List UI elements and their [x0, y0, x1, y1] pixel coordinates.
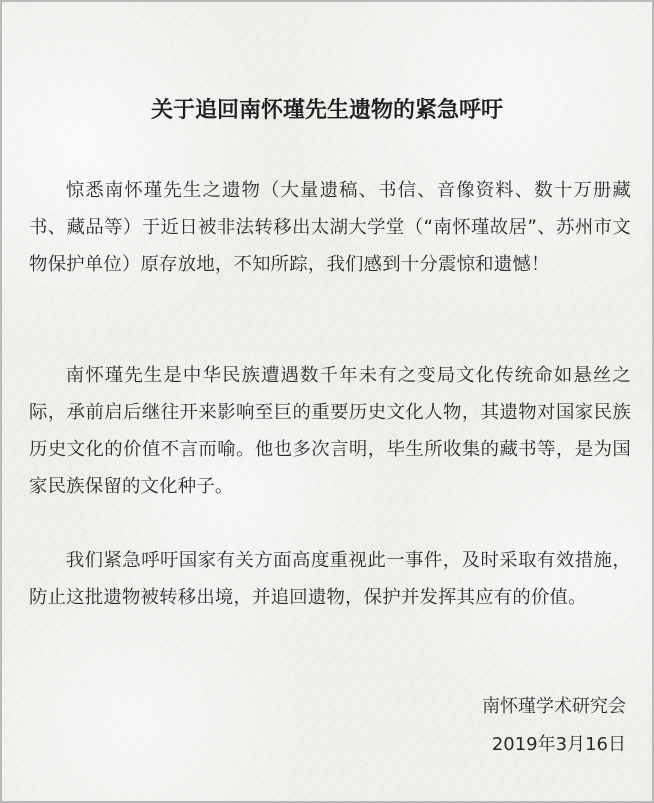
signature-date: 2019年3月16日 — [491, 734, 626, 755]
document-title: 关于追回南怀瑾先生遗物的紧急呼吁 — [150, 98, 503, 123]
paragraph-1: 惊悉南怀瑾先生之遗物（大量遗稿、书信、音像资料、数十万册藏书、藏品等）于近日被非法转移出太湖大学堂（“南怀瑾故居”、苏州市文物保护单位）原存放地，不知所踪，我们感到十分震惊和遗憾！ — [29, 180, 631, 275]
paragraph-2: 南怀瑾先生是中华民族遭遇数千年未有之变局文化传统命如悬丝之际，承前启后继往开来影响至巨的重要历史文化人物，其遗物对国家民族历史文化的价值不言而喻。他也多次言明，毕生所收集的藏书等，是为国家民族保留的文化种子。 — [29, 365, 631, 497]
paragraph-3: 我们紧急呼吁国家有关方面高度重视此一事件，及时采取有效措施，防止这批遗物被转移出境，并追回遗物，保护并发挥其应有的价值。 — [29, 550, 631, 608]
signature-organization: 南怀瑾学术研究会 — [482, 696, 626, 717]
